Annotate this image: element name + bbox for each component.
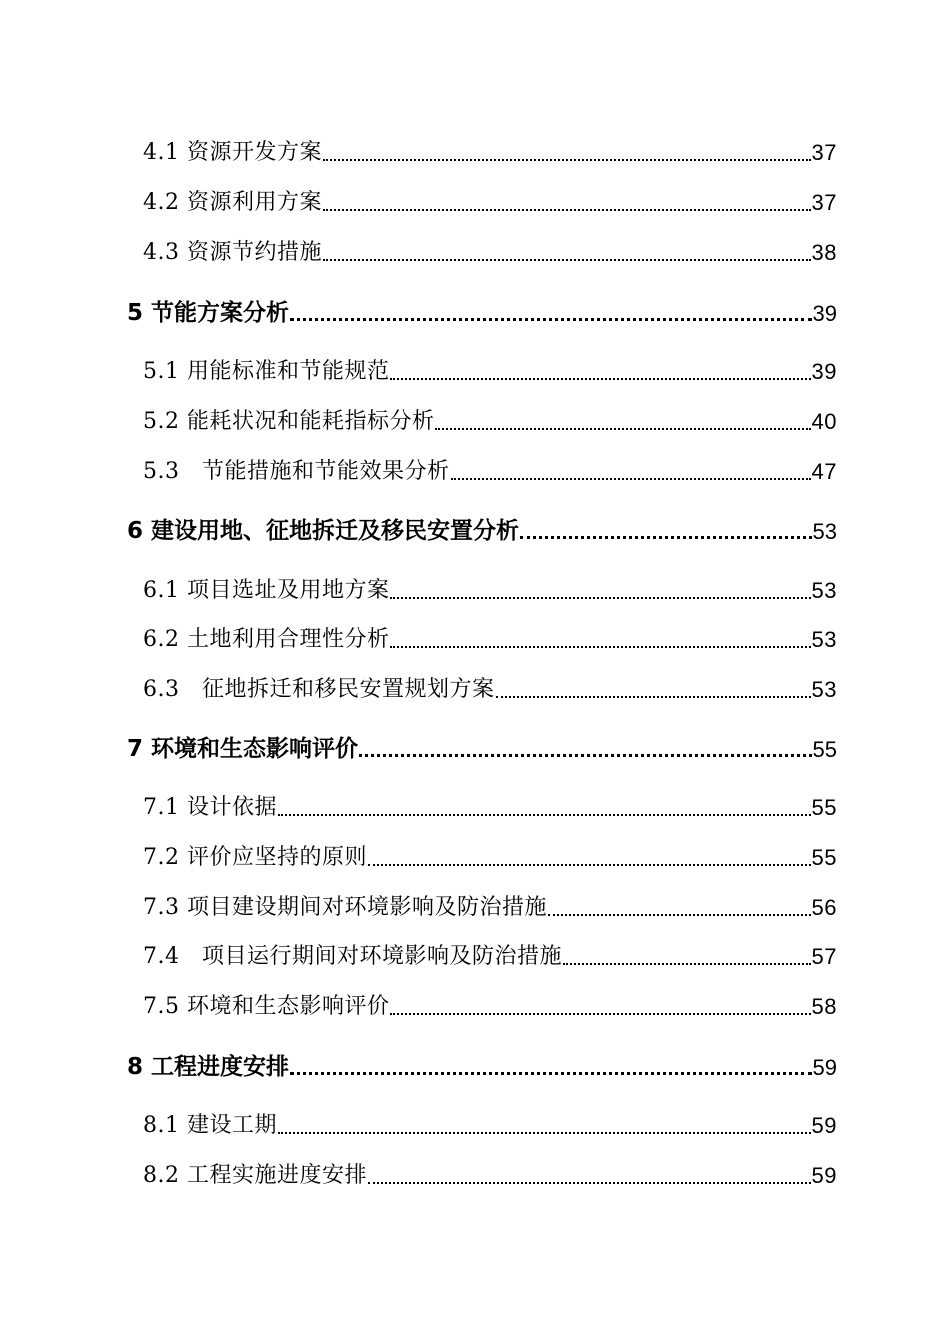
toc-page-number: 59 bbox=[811, 1163, 837, 1188]
toc-dot-leader bbox=[323, 159, 811, 161]
toc-entry-5-1[interactable] bbox=[143, 361, 837, 383]
toc-page-number: 59 bbox=[812, 1055, 837, 1080]
toc-entry-4-2[interactable] bbox=[143, 192, 837, 214]
toc-entry-title: 7.2 评价应坚持的原则 bbox=[143, 845, 367, 870]
toc-dot-leader bbox=[290, 1072, 812, 1075]
toc-entry-7-5[interactable] bbox=[143, 996, 837, 1018]
toc-entry-title: 4.1 资源开发方案 bbox=[143, 140, 322, 165]
toc-entry-7-3[interactable] bbox=[143, 897, 837, 919]
toc-entry-8-2[interactable] bbox=[143, 1165, 837, 1187]
toc-dot-leader bbox=[563, 963, 811, 965]
toc-entry-title: 5.1 用能标准和节能规范 bbox=[143, 359, 390, 384]
toc-dot-leader bbox=[323, 259, 811, 261]
toc-entry-title: 7.5 环境和生态影响评价 bbox=[143, 994, 390, 1019]
toc-entry-title: 8.2 工程实施进度安排 bbox=[143, 1163, 367, 1188]
toc-chapter-title: 8 工程进度安排 bbox=[127, 1054, 290, 1080]
toc-dot-leader bbox=[451, 478, 811, 480]
toc-entry-6-3[interactable] bbox=[143, 679, 837, 701]
toc-chapter-6[interactable] bbox=[127, 520, 837, 543]
toc-chapter-title: 7 环境和生态影响评价 bbox=[127, 736, 359, 762]
toc-dot-leader bbox=[290, 318, 812, 321]
toc-page-number: 38 bbox=[811, 240, 837, 265]
toc-entry-6-1[interactable] bbox=[143, 580, 837, 602]
toc-entry-8-1[interactable] bbox=[143, 1115, 837, 1137]
toc-page-number: 53 bbox=[811, 578, 837, 603]
toc-entry-title: 7.4 项目运行期间对环境影响及防治措施 bbox=[143, 944, 562, 969]
toc-page-number: 53 bbox=[811, 677, 837, 702]
toc-dot-leader bbox=[390, 597, 810, 599]
toc-entry-4-1[interactable] bbox=[143, 142, 837, 164]
toc-entry-7-2[interactable] bbox=[143, 847, 837, 869]
toc-entry-title: 7.3 项目建设期间对环境影响及防治措施 bbox=[143, 895, 547, 920]
toc-dot-leader bbox=[368, 1182, 811, 1184]
toc-dot-leader bbox=[390, 378, 810, 380]
toc-entry-7-4[interactable] bbox=[143, 946, 837, 968]
toc-page-number: 37 bbox=[811, 190, 837, 215]
toc-entry-title: 8.1 建设工期 bbox=[143, 1113, 277, 1138]
toc-dot-leader bbox=[390, 1013, 810, 1015]
toc-entry-7-1[interactable] bbox=[143, 797, 837, 819]
toc-dot-leader bbox=[278, 1132, 811, 1134]
toc-dot-leader bbox=[548, 914, 811, 916]
toc-chapter-title: 6 建设用地、征地拆迁及移民安置分析 bbox=[127, 518, 520, 544]
toc-entry-4-3[interactable] bbox=[143, 242, 837, 264]
toc-entry-5-3[interactable] bbox=[143, 461, 837, 483]
toc-entry-title: 5.2 能耗状况和能耗指标分析 bbox=[143, 409, 435, 434]
toc-dot-leader bbox=[496, 696, 811, 698]
toc-chapter-7[interactable] bbox=[127, 738, 837, 761]
toc-entry-title: 6.3 征地拆迁和移民安置规划方案 bbox=[143, 677, 495, 702]
toc-page-number: 55 bbox=[811, 795, 837, 820]
toc-page-number: 56 bbox=[811, 895, 837, 920]
toc-page-number: 55 bbox=[811, 845, 837, 870]
toc-page-number: 37 bbox=[811, 140, 837, 165]
toc-chapter-title: 5 节能方案分析 bbox=[127, 300, 290, 326]
toc-entry-title: 6.1 项目选址及用地方案 bbox=[143, 578, 390, 603]
toc-chapter-5[interactable] bbox=[127, 302, 837, 325]
toc-entry-title: 4.3 资源节约措施 bbox=[143, 240, 322, 265]
toc-dot-leader bbox=[323, 209, 811, 211]
toc-entry-title: 7.1 设计依据 bbox=[143, 795, 277, 820]
toc-dot-leader bbox=[390, 646, 810, 648]
toc-entry-title: 5.3 节能措施和节能效果分析 bbox=[143, 459, 450, 484]
toc-entry-6-2[interactable] bbox=[143, 629, 837, 651]
toc-page-number: 59 bbox=[811, 1113, 837, 1138]
toc-dot-leader bbox=[520, 536, 812, 539]
toc-dot-leader bbox=[278, 814, 811, 816]
toc-page-number: 39 bbox=[812, 301, 837, 326]
toc-dot-leader bbox=[368, 864, 811, 866]
toc-page-number: 53 bbox=[811, 627, 837, 652]
toc-dot-leader bbox=[435, 428, 810, 430]
toc-chapter-8[interactable] bbox=[127, 1056, 837, 1079]
toc-page-number: 39 bbox=[811, 359, 837, 384]
toc-dot-leader bbox=[359, 754, 812, 757]
toc-page-number: 57 bbox=[811, 944, 837, 969]
toc-page-number: 47 bbox=[811, 459, 837, 484]
toc-entry-5-2[interactable] bbox=[143, 411, 837, 433]
toc-entry-title: 6.2 土地利用合理性分析 bbox=[143, 627, 390, 652]
toc-page-number: 53 bbox=[812, 519, 837, 544]
toc-page-number: 40 bbox=[811, 409, 837, 434]
toc-page-number: 58 bbox=[811, 994, 837, 1019]
toc-entry-title: 4.2 资源利用方案 bbox=[143, 190, 322, 215]
toc-page-number: 55 bbox=[812, 737, 837, 762]
